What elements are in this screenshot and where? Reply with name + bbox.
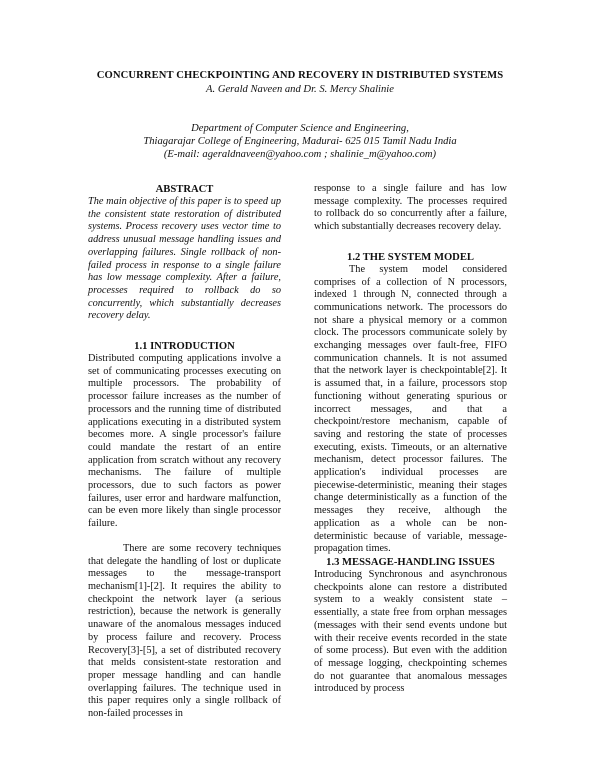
affiliation-block <box>88 122 512 161</box>
introduction-paragraph-2-continued: response to a single failure and has low message complexity. The processes required to rollback do so concurrently after a failure, which substantially decreases recovery delay. <box>314 183 507 233</box>
right-column <box>314 183 507 696</box>
introduction-paragraph-1: Distributed computing applications involve a set of communicating processes executing on multiple processors. The probability of processor failure increases as the number of processors and the running time of distributed applications executing in a distributed system becomes more. A single processor's failure could mandate the restart of an entire application from scratch without any recovery mechanisms. The failure of multiple processors, due to such factors as power failures, user error and hardware malfunction, can be even more likely than single processor failure. <box>88 353 281 530</box>
affiliation-department: Department of Computer Science and Engineering, <box>191 123 409 134</box>
message-handling-heading: 1.3 MESSAGE-HANDLING ISSUES <box>326 556 495 568</box>
left-column <box>88 183 281 721</box>
system-model-heading: 1.2 THE SYSTEM MODEL <box>347 251 474 263</box>
abstract-heading: ABSTRACT <box>155 184 214 195</box>
paper-authors: A. Gerald Naveen and Dr. S. Mercy Shalinie <box>206 83 394 95</box>
paper-header <box>88 70 512 96</box>
abstract-text: The main objective of this paper is to speed up the consistent state restoration of distributed systems. Process recovery uses vector time to address unusual message handling issues and overlapping failures. Single rollback of non-failed process in response to a single failure has low message complexity. After a failure, processes required to rollback do so concurrently, which substantially decreases recovery delay. <box>88 196 281 322</box>
system-model-text: The system model considered comprises of a collection of N processors, indexed 1 through N, connected through a communications network. The processors do not share a physical memory or a common clock. The processors communicate solely by exchanging messages over fault-free, FIFO communication channels. It is not assumed that the network layer is checkpointable[2]. It is assumed that, in a failure, processors stop functioning without generating spurious or incorrect messages, and that a checkpoint/restore mechanism, capable of saving and restoring the state of processes executing, exists. Timeouts, or an alternative mechanism, detect processor failures. The application's individual processes are piecewise-deterministic, meaning their stages change deterministically as a function of the messages they receive, although the application as a whole can be non-deterministic because of variable, message-propagation times. <box>314 263 507 555</box>
affiliation-college: Thiagarajar College of Engineering, Madurai- 625 015 Tamil Nadu India <box>143 136 457 147</box>
paper-title: CONCURRENT CHECKPOINTING AND RECOVERY IN DISTRIBUTED SYSTEMS <box>96 70 504 81</box>
introduction-heading: 1.1 INTRODUCTION <box>134 341 235 353</box>
affiliation-email: (E-mail: ageraldnaveen@yahoo.com ; shalinie_m@yahoo.com) <box>163 149 437 160</box>
introduction-paragraph-2: There are some recovery techniques that delegate the handling of lost or duplicate messages to the message-transport mechanism[1]-[2]. It requires the ability to checkpoint the network layer (a serious restriction), because the network is generally unaware of the anomalous messages induced by process failure and recovery. Process Recovery[3]-[5], a set of distributed recovery that melds consistent-state restoration and proper message handling and can handle overlapping failures. The technique used in this paper requires only a single rollback of non-failed processes in <box>88 542 281 720</box>
message-handling-text: Introducing Synchronous and asynchronous checkpoints alone can restore a distributed system to a weakly consistent state – essentially, a state free from orphan messages (messages with their send events undone but with their receive events recorded in the state of some process). But even with the addition of message logging, checkpointing schemes do not guarantee that anomalous messages introduced by process <box>314 568 507 695</box>
